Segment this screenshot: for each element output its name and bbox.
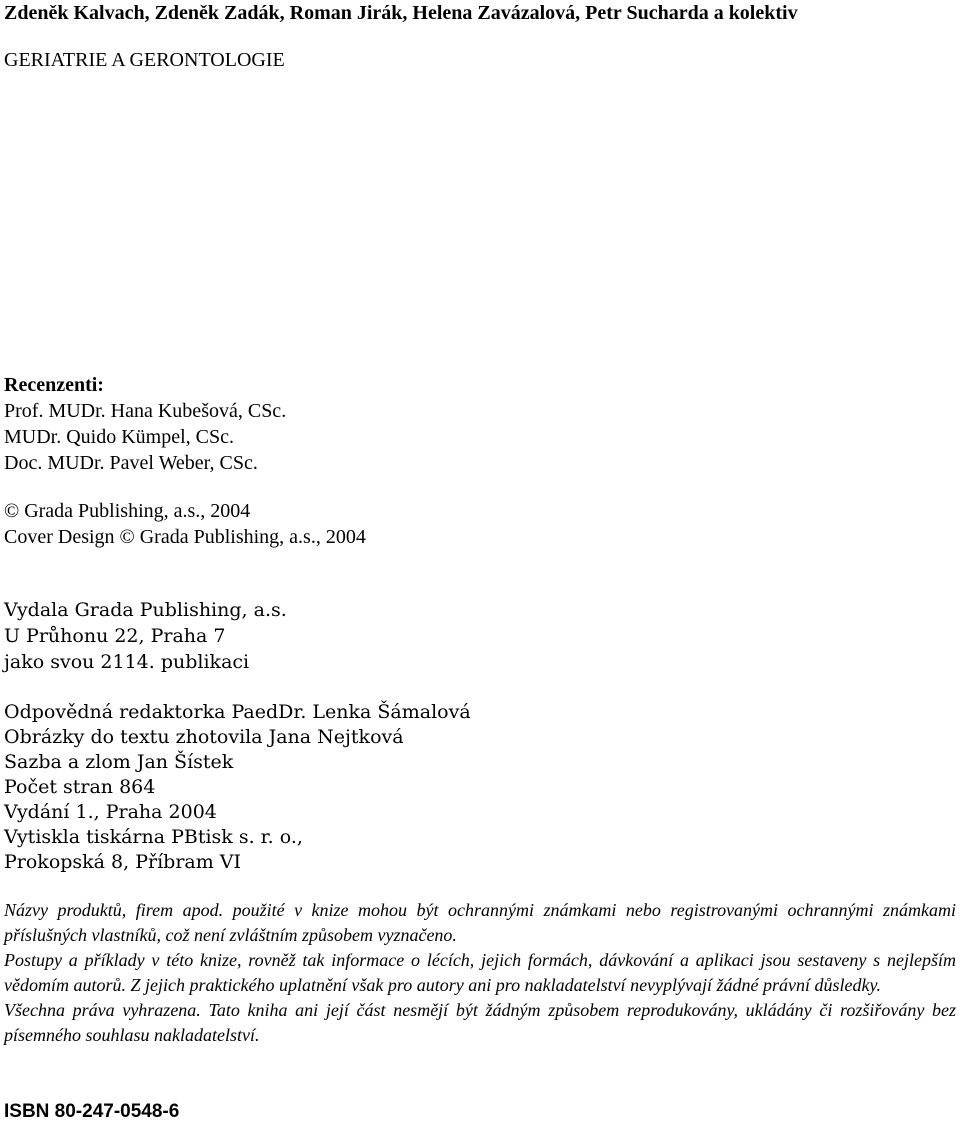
publisher-line: jako svou 2114. publikaci xyxy=(4,651,250,673)
production-line: Počet stran 864 xyxy=(4,776,156,798)
reviewer-name: Prof. MUDr. Hana Kubešová, CSc. xyxy=(4,400,287,422)
production-line: Odpovědná redaktorka PaedDr. Lenka Šámalová xyxy=(4,701,471,723)
authors-line: Zdeněk Kalvach, Zdeněk Zadák, Roman Jirák, Helena Zavázalová, Petr Sucharda a kolektiv xyxy=(4,2,798,24)
publisher-line: U Průhonu 22, Praha 7 xyxy=(4,625,226,647)
publisher-line: Vydala Grada Publishing, a.s. xyxy=(4,599,287,621)
reviewer-name: MUDr. Quido Kümpel, CSc. xyxy=(4,426,234,448)
production-line: Sazba a zlom Jan Šístek xyxy=(4,751,234,773)
isbn: ISBN 80-247-0548-6 xyxy=(4,1101,180,1122)
production-line: Prokopská 8, Příbram VI xyxy=(4,851,242,873)
copyright-line: Cover Design © Grada Publishing, a.s., 2004 xyxy=(4,526,366,548)
production-line: Obrázky do textu zhotovila Jana Nejtková xyxy=(4,726,404,748)
rights-notice: Všechna práva vyhrazena. Tato kniha ani její část nesmějí být žádným způsobem reprodukovány, ukládány či rozšiřovány bez písemného souhlasu nakladatelství. xyxy=(4,1000,956,1045)
legal-notice xyxy=(4,898,956,1048)
production-line: Vydání 1., Praha 2004 xyxy=(4,801,217,823)
copyright-line: © Grada Publishing, a.s., 2004 xyxy=(4,500,251,522)
disclaimer-notice: Postupy a příklady v této knize, rovněž tak informace o lécích, jejich formách, dávkování a aplikaci jsou sestaveny s nejlepším vědomím autorů. Z jejich praktického uplatnění však pro autory ani pro nakladatelství nevyplývají žádné právní důsledky. xyxy=(4,950,956,995)
imprint-page xyxy=(4,0,956,1123)
reviewers-heading: Recenzenti: xyxy=(4,374,104,396)
production-line: Vytiskla tiskárna PBtisk s. r. o., xyxy=(4,826,303,848)
reviewer-name: Doc. MUDr. Pavel Weber, CSc. xyxy=(4,452,258,474)
book-title: GERIATRIE A GERONTOLOGIE xyxy=(4,49,285,71)
trademark-notice: Názvy produktů, firem apod. použité v knize mohou být ochrannými známkami nebo registrovanými ochrannými známkami příslušných vlastníků, což není zvláštním způsobem vyznačeno. xyxy=(4,900,956,945)
